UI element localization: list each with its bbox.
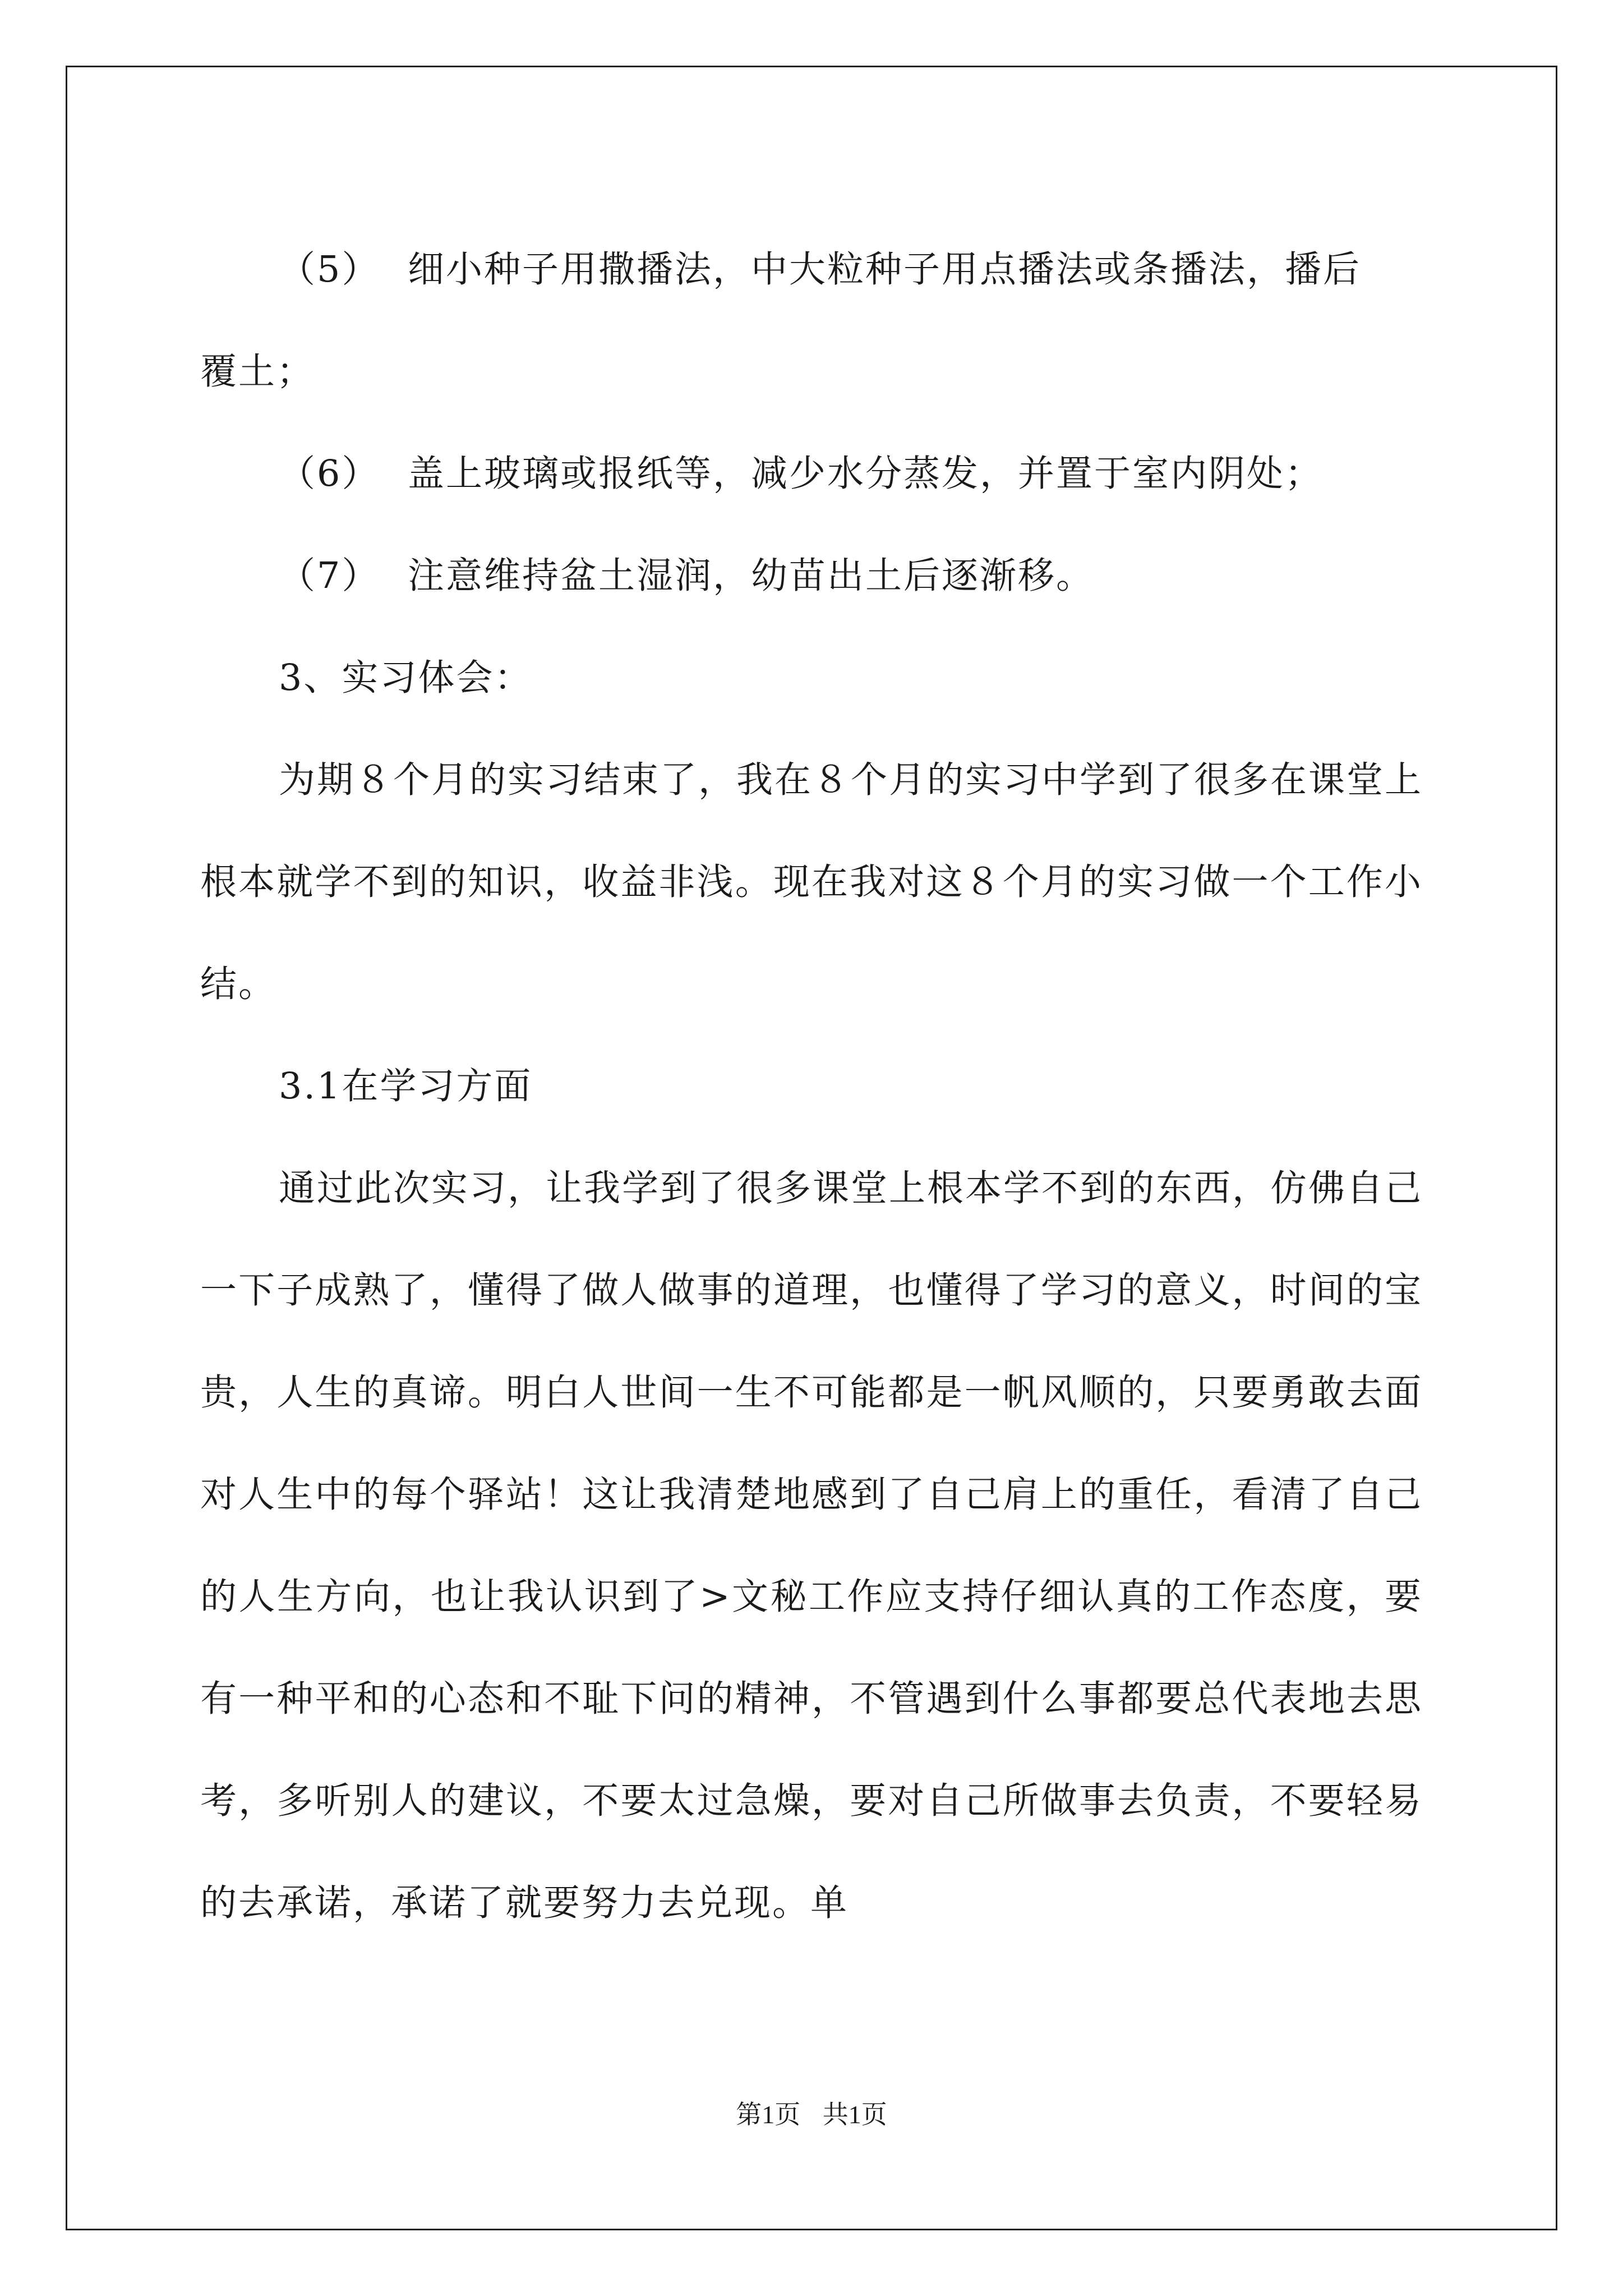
section-heading-3: 3、实习体会： (279, 657, 533, 699)
step-7 (279, 525, 1423, 627)
step-text: 盖上玻璃或报纸等，减少水分蒸发，并置于室内阴处； (408, 453, 1324, 495)
step-number: （7） (279, 555, 380, 597)
step-text: 细小种子用撒播法，中大粒种子用点播法或条播法，播后 (408, 249, 1362, 291)
paragraph-intro: 为期８个月的实习结束了，我在８个月的实习中学到了很多在课堂上根本就学不到的知识，收益非浅。现在我对这８个月的实习做一个工作小结。 (200, 759, 1423, 1005)
step-number: （6） (279, 453, 380, 495)
page-total: 共1页 (822, 2100, 887, 2129)
step-6 (279, 423, 1423, 525)
page-footer (66, 2098, 1557, 2132)
paragraph-learning: 通过此次实习，让我学到了很多课堂上根本学不到的东西，仿佛自己一下子成熟了，懂得了做人做事的道理，也懂得了学习的意义，时间的宝贵，人生的真谛。明白人世间一生不可能都是一帆风顺的，只要勇敢去面对人生中的每个驿站！这让我清楚地感到了自己肩上的重任，看清了自己的人生方向，也让我认识到了>文秘工作应支持仔细认真的工作态度，要有一种平和的心态和不耻下问的精神，不管遇到什么事都要总代表地去思考，多听别人的建议，不要太过急燥，要对自己所做事去负责，不要轻易的去承诺，承诺了就要努力去兑现。单 (200, 1167, 1423, 1924)
step-5 (279, 219, 1423, 321)
page-number: 第1页 (736, 2100, 801, 2129)
document-body (200, 219, 1423, 1954)
step-text: 注意维持盆土湿润，幼苗出土后逐渐移。 (408, 555, 1095, 597)
step-number: （5） (279, 249, 380, 291)
section-heading-3-1: 3.1在学习方面 (279, 1065, 533, 1107)
step-5-continuation: 覆土； (200, 351, 315, 393)
